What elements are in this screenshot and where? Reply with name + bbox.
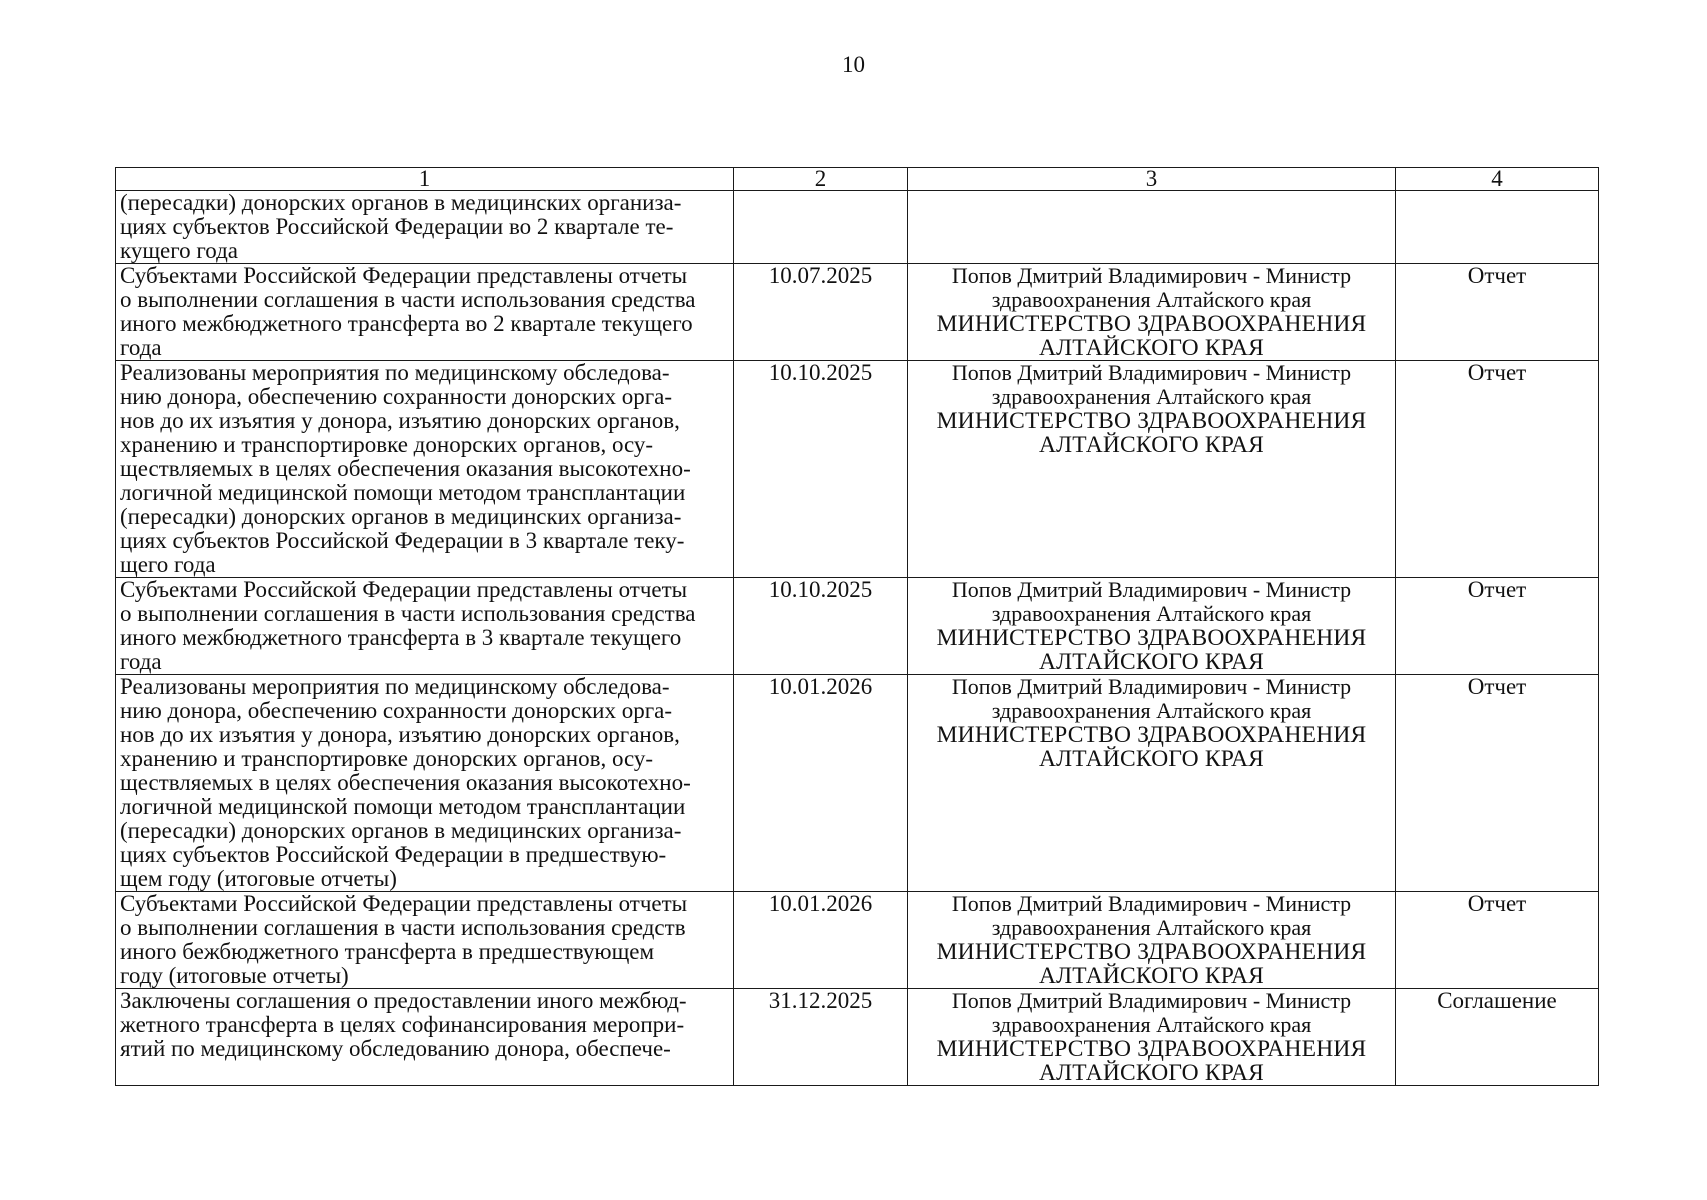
deadline-date-cell: 10.07.2025 — [734, 264, 908, 361]
deadline-date-cell — [734, 191, 908, 264]
responsible-cell — [908, 989, 1396, 1086]
event-description-cell — [116, 191, 734, 264]
event-description-line: (пересадки) донорских органов в медицинских организа- — [120, 504, 682, 529]
table-row — [116, 191, 1599, 264]
responsible-person: Попов Дмитрий Владимирович - Министр здравоохранения Алтайского края — [951, 263, 1352, 312]
event-description-line: иного межбюджетного трансферта в 3 квартале текущего — [120, 625, 682, 650]
responsible-organization-line: АЛТАЙСКОГО КРАЯ — [1039, 335, 1264, 361]
table-row — [116, 892, 1599, 989]
event-description-line: нию донора, обеспечению сохранности донорских орга- — [120, 698, 673, 723]
event-description-line: (пересадки) донорских органов в медицинских организа- — [120, 818, 682, 843]
deadline-date-cell: 10.10.2025 — [734, 361, 908, 578]
responsible-organization-line: МИНИСТЕРСТВО ЗДРАВООХРАНЕНИЯ — [936, 625, 1367, 651]
responsible-organization-line: АЛТАЙСКОГО КРАЯ — [1039, 1060, 1264, 1086]
event-description-line: году (итоговые отчеты) — [120, 963, 349, 988]
responsible-cell — [908, 191, 1396, 264]
responsible-cell — [908, 675, 1396, 892]
event-description-cell — [116, 892, 734, 989]
table-row — [116, 989, 1599, 1086]
responsible-person: Попов Дмитрий Владимирович - Министр здравоохранения Алтайского края — [951, 577, 1352, 626]
table-row — [116, 675, 1599, 892]
responsible-organization-line: АЛТАЙСКОГО КРАЯ — [1039, 963, 1264, 989]
event-description-line: ятий по медицинскому обследованию донора, обеспече- — [120, 1036, 671, 1061]
responsible-organization-line: МИНИСТЕРСТВО ЗДРАВООХРАНЕНИЯ — [936, 939, 1367, 965]
event-description-line: жетного трансферта в целях софинансирования меропри- — [120, 1012, 685, 1037]
event-description-line: кущего года — [120, 238, 238, 263]
event-description-line: Реализованы мероприятия по медицинскому обследова- — [120, 674, 670, 699]
responsible-organization-line: МИНИСТЕРСТВО ЗДРАВООХРАНЕНИЯ — [936, 408, 1367, 434]
responsible-organization-line: МИНИСТЕРСТВО ЗДРАВООХРАНЕНИЯ — [936, 311, 1367, 337]
responsible-organization-line: АЛТАЙСКОГО КРАЯ — [1039, 649, 1264, 675]
event-description-line: нов до их изъятия у донора, изъятию донорских органов, — [120, 722, 680, 747]
event-description-line: хранению и транспортировке донорских органов, осу- — [120, 432, 654, 457]
responsible-person: Попов Дмитрий Владимирович - Министр здравоохранения Алтайского края — [951, 988, 1352, 1037]
event-description-line: щего года — [120, 552, 216, 577]
document-type-cell — [1396, 191, 1599, 264]
deadline-date-cell: 31.12.2025 — [734, 989, 908, 1086]
event-description-line: Субъектами Российской Федерации представлены отчеты — [120, 891, 688, 916]
column-header-3: 3 — [908, 168, 1396, 191]
event-description-line: года — [120, 649, 162, 674]
event-description-line: Реализованы мероприятия по медицинскому обследова- — [120, 360, 670, 385]
event-description-line: Субъектами Российской Федерации представлены отчеты — [120, 263, 688, 288]
event-description-line: о выполнении соглашения в части использования средства — [120, 287, 696, 312]
responsible-organization-line: МИНИСТЕРСТВО ЗДРАВООХРАНЕНИЯ — [936, 722, 1367, 748]
event-description-cell — [116, 264, 734, 361]
document-type-cell: Отчет — [1396, 675, 1599, 892]
table-body — [116, 191, 1599, 1086]
event-description-line: циях субъектов Российской Федерации в 3 квартале теку- — [120, 528, 685, 553]
document-type-cell: Соглашение — [1396, 989, 1599, 1086]
table-row — [116, 361, 1599, 578]
event-description-line: (пересадки) донорских органов в медицинских организа- — [120, 190, 682, 215]
event-description-cell — [116, 578, 734, 675]
table-row — [116, 578, 1599, 675]
responsible-cell — [908, 578, 1396, 675]
schedule-table — [115, 167, 1599, 1086]
event-description-line: циях субъектов Российской Федерации в предшествую- — [120, 842, 667, 867]
deadline-date-cell: 10.01.2026 — [734, 675, 908, 892]
event-description-line: логичной медицинской помощи методом трансплантации — [120, 480, 686, 505]
document-type-cell: Отчет — [1396, 578, 1599, 675]
document-type-cell: Отчет — [1396, 264, 1599, 361]
event-description-line: ществляемых в целях обеспечения оказания высокотехно- — [120, 456, 691, 481]
responsible-cell — [908, 264, 1396, 361]
page-number: 10 — [842, 52, 865, 77]
event-description-line: нов до их изъятия у донора, изъятию донорских органов, — [120, 408, 680, 433]
responsible-organization-line: МИНИСТЕРСТВО ЗДРАВООХРАНЕНИЯ — [936, 1036, 1367, 1062]
event-description-line: нию донора, обеспечению сохранности донорских орга- — [120, 384, 673, 409]
responsible-person: Попов Дмитрий Владимирович - Министр здравоохранения Алтайского края — [951, 360, 1352, 409]
event-description-cell — [116, 361, 734, 578]
column-header-1: 1 — [116, 168, 734, 191]
responsible-person: Попов Дмитрий Владимирович - Министр здравоохранения Алтайского края — [951, 674, 1352, 723]
event-description-line: иного межбюджетного трансферта во 2 квартале текущего — [120, 311, 693, 336]
responsible-cell — [908, 892, 1396, 989]
deadline-date-cell: 10.01.2026 — [734, 892, 908, 989]
column-header-4: 4 — [1396, 168, 1599, 191]
event-description-line: ществляемых в целях обеспечения оказания высокотехно- — [120, 770, 691, 795]
column-header-2: 2 — [734, 168, 908, 191]
event-description-line: Заключены соглашения о предоставлении иного межбюд- — [120, 988, 687, 1013]
responsible-person: Попов Дмитрий Владимирович - Министр здравоохранения Алтайского края — [951, 891, 1352, 940]
event-description-cell — [116, 675, 734, 892]
event-description-line: циях субъектов Российской Федерации во 2 квартале те- — [120, 214, 674, 239]
event-description-cell — [116, 989, 734, 1086]
responsible-organization-line: АЛТАЙСКОГО КРАЯ — [1039, 432, 1264, 458]
event-description-line: о выполнении соглашения в части использования средств — [120, 915, 686, 940]
responsible-cell — [908, 361, 1396, 578]
table-row — [116, 264, 1599, 361]
event-description-line: Субъектами Российской Федерации представлены отчеты — [120, 577, 688, 602]
document-type-cell: Отчет — [1396, 892, 1599, 989]
event-description-line: логичной медицинской помощи методом трансплантации — [120, 794, 686, 819]
event-description-line: щем году (итоговые отчеты) — [120, 866, 397, 891]
event-description-line: иного бежбюджетного трансферта в предшествующем — [120, 939, 655, 964]
responsible-organization-line: АЛТАЙСКОГО КРАЯ — [1039, 746, 1264, 772]
event-description-line: о выполнении соглашения в части использования средства — [120, 601, 696, 626]
event-description-line: хранению и транспортировке донорских органов, осу- — [120, 746, 654, 771]
document-type-cell: Отчет — [1396, 361, 1599, 578]
deadline-date-cell: 10.10.2025 — [734, 578, 908, 675]
event-description-line: года — [120, 335, 162, 360]
table-header-row — [116, 168, 1599, 191]
